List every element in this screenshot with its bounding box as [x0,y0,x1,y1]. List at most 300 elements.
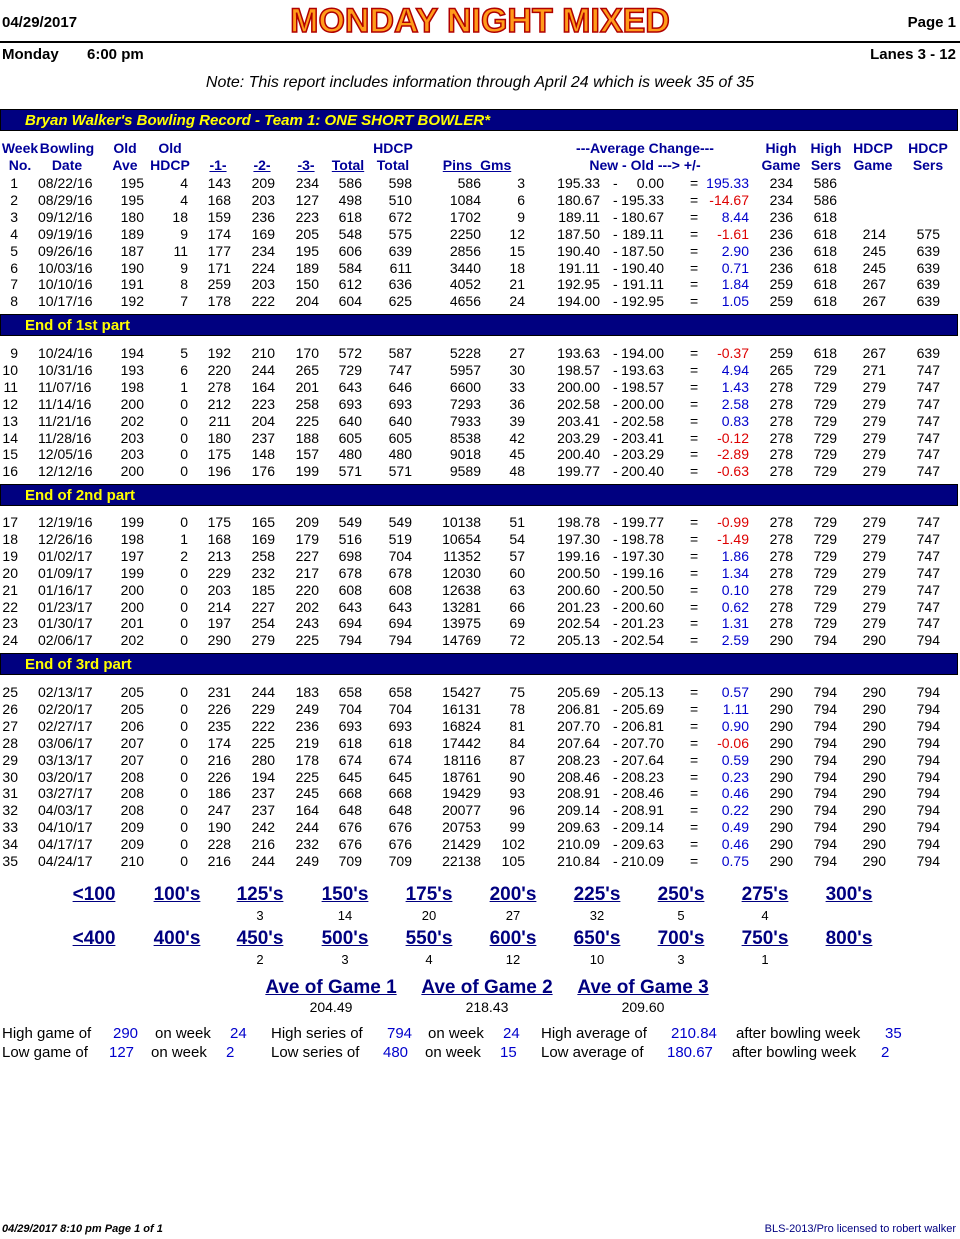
cell-hdcp-series: 747 [916,446,940,463]
cell-date: 11/21/16 [38,412,92,429]
record-title: Bryan Walker's Bowling Record - Team 1: ONE SHORT BOWLER* [25,112,491,129]
cell-game1: 159 [207,208,231,225]
cell-hdcp-total: 668 [388,785,412,802]
cell-high-series: 794 [813,819,837,836]
minus-sign: - [613,581,618,598]
cell-old-ave: 209 [120,836,144,853]
cell-old-ave-change: 201.23 [621,615,664,632]
series-bucket-label: 700's [657,928,705,949]
cell-high-series: 729 [813,547,837,564]
cell-game3: 170 [295,345,319,361]
cell-high-game: 290 [769,632,793,649]
cell-game2: 279 [251,632,275,649]
cell-old-ave-change: 203.29 [621,446,664,463]
cell-pins: 12638 [442,581,481,598]
cell-pins: 5228 [449,345,481,361]
cell-date: 10/17/16 [38,293,93,310]
cell-game1: 278 [207,378,231,395]
cell-old-hdcp: 0 [180,581,188,598]
high-average-week-label: after bowling week [736,1025,861,1042]
cell-new-ave: 198.57 [557,361,600,378]
cell-game1: 228 [207,836,231,853]
cell-game1: 192 [207,345,231,361]
cell-game2: 169 [251,225,275,242]
col-game2: -2- [253,157,271,173]
table-row [0,565,960,582]
cell-hdcp-total: 704 [388,547,412,564]
cell-old-hdcp: 8 [180,276,188,293]
cell-old-ave: 199 [120,564,144,581]
minus-sign: - [613,259,618,276]
cell-diff: 1.31 [721,615,749,632]
cell-high-series: 729 [813,581,837,598]
minus-sign: - [613,429,618,446]
low-average-week-label: after bowling week [732,1044,857,1061]
game-bucket-count: 3 [256,908,264,923]
cell-week: 24 [2,632,18,649]
cell-hdcp-series: 747 [916,547,940,564]
col-avgchange-line2: New - Old ---> +/- [589,157,701,173]
cell-old-ave: 209 [120,819,144,836]
game-bucket-label: 125's [236,884,284,905]
cell-game3: 127 [295,191,319,208]
part-divider-label: End of 1st part [25,317,131,334]
cell-high-game: 278 [769,615,793,632]
cell-old-hdcp: 0 [180,429,188,446]
equals-sign: = [690,632,699,649]
col-week-line2: No. [8,157,32,173]
cell-high-series: 618 [813,242,837,259]
cell-games: 42 [509,429,525,446]
cell-week: 15 [2,446,18,463]
minus-sign: - [613,598,618,615]
cell-game1: 259 [207,276,231,293]
cell-game1: 214 [207,598,231,615]
cell-new-ave: 201.23 [557,598,600,615]
high-game-week-label: on week [155,1025,211,1042]
cell-diff: -1.61 [717,225,749,242]
cell-total: 676 [338,836,362,853]
cell-new-ave: 193.63 [557,345,600,361]
cell-hdcp-game: 279 [862,514,886,530]
cell-old-ave-change: 198.57 [621,378,664,395]
cell-week: 8 [10,293,18,310]
cell-old-ave: 187 [120,242,144,259]
cell-diff: 0.59 [721,751,749,768]
col-hdcpsers-line2: Sers [912,157,944,173]
cell-games: 93 [509,785,525,802]
cell-hdcp-series: 747 [916,463,940,480]
cell-game1: 175 [207,514,231,530]
high-series-value: 794 [387,1025,413,1042]
report-note: Note: This report includes information through April 24 which is week 35 of 35 [205,74,755,91]
cell-date: 02/20/17 [38,700,93,717]
minus-sign: - [613,853,618,869]
table-row [0,209,960,226]
table-row [0,684,960,701]
cell-hdcp-total: 587 [388,345,412,361]
cell-game2: 244 [251,684,275,700]
cell-high-game: 290 [769,819,793,836]
cell-pins: 20077 [442,802,481,819]
cell-game1: 197 [207,615,231,632]
cell-games: 18 [509,259,525,276]
cell-high-game: 290 [769,734,793,751]
cell-high-series: 729 [813,598,837,615]
equals-sign: = [690,768,699,785]
table-row [0,802,960,819]
cell-hdcp-series: 747 [916,378,940,395]
cell-date: 09/26/16 [38,242,93,259]
part-divider-label: End of 3rd part [25,656,132,673]
cell-high-series: 794 [813,717,837,734]
cell-hdcp-game: 279 [862,395,886,412]
cell-total: 586 [338,175,362,191]
cell-game1: 196 [207,463,231,480]
cell-diff: 1.05 [721,293,749,310]
cell-game3: 188 [295,429,319,446]
cell-hdcp-series: 747 [916,395,940,412]
cell-pins: 7933 [449,412,481,429]
cell-total: 645 [338,768,362,785]
cell-game3: 205 [295,225,319,242]
equals-sign: = [690,836,699,853]
cell-new-ave: 200.60 [557,581,600,598]
low-average-week: 2 [881,1044,890,1061]
cell-game3: 195 [295,242,319,259]
cell-diff: 1.84 [721,276,749,293]
series-bucket-label: 800's [825,928,873,949]
cell-total: 643 [338,378,362,395]
minus-sign: - [613,412,618,429]
cell-game3: 150 [295,276,319,293]
cell-high-game: 278 [769,446,793,463]
cell-pins: 7293 [449,395,481,412]
high-game-week: 24 [230,1025,247,1042]
cell-total: 606 [338,242,362,259]
cell-game3: 225 [295,632,319,649]
series-bucket-count: 4 [425,952,433,967]
cell-high-game: 278 [769,378,793,395]
high-series-week-label: on week [428,1025,484,1042]
cell-diff: 2.58 [721,395,749,412]
table-row [0,582,960,599]
cell-pins: 586 [457,175,481,191]
cell-pins: 20753 [442,819,481,836]
cell-games: 102 [501,836,525,853]
cell-games: 75 [509,684,525,700]
cell-game1: 216 [207,751,231,768]
cell-game3: 178 [295,751,319,768]
cell-old-ave-change: 208.91 [621,802,664,819]
league-day: Monday [2,46,59,63]
cell-new-ave: 208.46 [557,768,600,785]
cell-hdcp-series: 794 [916,717,940,734]
table-row [0,853,960,870]
ave-game2-label: Ave of Game 2 [421,977,553,998]
minus-sign: - [613,684,618,700]
cell-hdcp-game: 267 [862,293,886,310]
game-bucket-label: 300's [825,884,873,905]
cell-games: 45 [509,446,525,463]
cell-old-hdcp: 0 [180,768,188,785]
game-bucket-label: 200's [489,884,537,905]
cell-high-series: 794 [813,632,837,649]
cell-week: 14 [2,429,18,446]
cell-hdcp-series: 639 [916,345,940,361]
cell-high-series: 729 [813,395,837,412]
cell-total: 698 [338,547,362,564]
cell-old-hdcp: 0 [180,802,188,819]
cell-hdcp-game: 290 [862,700,886,717]
cell-high-series: 794 [813,768,837,785]
cell-old-ave: 198 [120,378,144,395]
cell-game1: 168 [207,530,231,547]
cell-high-game: 290 [769,700,793,717]
minus-sign: - [613,345,618,361]
cell-hdcp-game: 290 [862,836,886,853]
cell-games: 96 [509,802,525,819]
cell-game1: 231 [207,684,231,700]
ave-game2-value: 218.43 [465,999,509,1015]
cell-high-game: 290 [769,768,793,785]
cell-hdcp-game: 267 [862,276,886,293]
cell-total: 648 [338,802,362,819]
low-series-week-label: on week [425,1044,481,1061]
cell-high-game: 236 [769,259,793,276]
cell-hdcp-game: 290 [862,819,886,836]
cell-total: 704 [338,700,362,717]
series-bucket-label: 400's [153,928,201,949]
cell-old-ave: 195 [120,191,144,208]
cell-high-game: 290 [769,802,793,819]
cell-old-ave: 207 [120,734,144,751]
cell-pins: 2250 [449,225,481,242]
cell-diff: 0.62 [721,598,749,615]
cell-hdcp-series: 794 [916,802,940,819]
cell-hdcp-total: 794 [388,632,412,649]
minus-sign: - [613,276,618,293]
cell-game2: 237 [251,429,275,446]
cell-date: 01/30/17 [38,615,93,632]
cell-pins: 17442 [442,734,481,751]
low-average-value: 180.67 [667,1044,713,1061]
cell-new-ave: 210.84 [557,853,600,869]
low-series-value: 480 [383,1044,409,1061]
cell-high-series: 618 [813,276,837,293]
minus-sign: - [613,564,618,581]
cell-pins: 19429 [442,785,481,802]
series-bucket-label: 750's [741,928,789,949]
col-week-line1: Week [1,140,39,156]
cell-old-ave: 195 [120,175,144,191]
cell-hdcp-game: 245 [862,259,886,276]
cell-old-hdcp: 0 [180,412,188,429]
cell-diff: 8.44 [721,208,749,225]
cell-old-hdcp: 0 [180,684,188,700]
cell-week: 13 [2,412,18,429]
cell-date: 02/06/17 [38,632,93,649]
cell-old-ave: 202 [120,632,144,649]
cell-hdcp-total: 693 [388,717,412,734]
cell-game1: 174 [207,734,231,751]
cell-hdcp-game: 279 [862,547,886,564]
cell-game1: 171 [207,259,231,276]
cell-date: 10/10/16 [38,276,93,293]
col-date-line2: Date [51,157,83,173]
cell-games: 21 [509,276,525,293]
cell-high-series: 618 [813,225,837,242]
cell-old-ave-change: 208.23 [621,768,664,785]
cell-hdcp-total: 636 [388,276,412,293]
equals-sign: = [690,293,699,310]
footer-license: BLS-2013/Pro licensed to robert walker [764,1223,956,1235]
cell-old-hdcp: 0 [180,463,188,480]
cell-hdcp-series: 747 [916,361,940,378]
cell-new-ave: 205.13 [557,632,600,649]
cell-hdcp-series: 794 [916,819,940,836]
cell-hdcp-total: 648 [388,802,412,819]
cell-old-hdcp: 0 [180,632,188,649]
table-row [0,226,960,243]
part-divider-label: End of 2nd part [25,487,135,504]
cell-week: 23 [2,615,18,632]
cell-high-series: 618 [813,208,837,225]
cell-old-ave-change: 200.60 [621,598,664,615]
cell-game1: 174 [207,225,231,242]
cell-new-ave: 203.41 [557,412,600,429]
cell-total: 676 [338,819,362,836]
cell-game3: 201 [295,378,319,395]
cell-game1: 190 [207,819,231,836]
cell-hdcp-total: 643 [388,598,412,615]
cell-game1: 186 [207,785,231,802]
cell-game2: 210 [251,345,275,361]
cell-game1: 220 [207,361,231,378]
cell-high-game: 290 [769,684,793,700]
cell-high-series: 618 [813,293,837,310]
minus-sign: - [613,530,618,547]
cell-diff: 0.83 [721,412,749,429]
minus-sign: - [613,463,618,480]
minus-sign: - [613,802,618,819]
cell-hdcp-total: 676 [388,836,412,853]
cell-game3: 244 [295,819,319,836]
cell-diff: 0.46 [721,836,749,853]
cell-high-series: 586 [813,191,837,208]
cell-game3: 164 [295,802,319,819]
cell-game2: 280 [251,751,275,768]
cell-pins: 5957 [449,361,481,378]
cell-pins: 2856 [449,242,481,259]
cell-hdcp-series: 794 [916,785,940,802]
table-row [0,701,960,718]
cell-date: 01/09/17 [38,564,93,581]
cell-week: 17 [2,514,18,530]
cell-total: 604 [338,293,362,310]
series-bucket-label: <400 [72,928,116,949]
cell-high-series: 794 [813,785,837,802]
cell-high-series: 729 [813,429,837,446]
equals-sign: = [690,446,699,463]
cell-hdcp-total: 608 [388,581,412,598]
cell-hdcp-total: 678 [388,564,412,581]
cell-old-ave: 201 [120,615,144,632]
cell-hdcp-total: 618 [388,734,412,751]
cell-pins: 18116 [443,751,481,768]
cell-hdcp-total: 645 [388,768,412,785]
cell-old-hdcp: 0 [180,395,188,412]
minus-sign: - [613,225,618,242]
cell-total: 693 [338,395,362,412]
col-highsers-line2: Sers [810,157,842,173]
equals-sign: = [690,412,699,429]
table-row [0,396,960,413]
cell-old-ave: 200 [120,395,144,412]
cell-game1: 211 [208,412,231,429]
cell-old-hdcp: 0 [180,836,188,853]
cell-old-ave-change: 208.46 [621,785,664,802]
equals-sign: = [690,259,699,276]
minus-sign: - [613,785,618,802]
table-row [0,175,960,192]
cell-old-hdcp: 9 [180,259,188,276]
cell-date: 09/12/16 [38,208,93,225]
cell-games: 33 [509,378,525,395]
cell-game2: 254 [251,615,275,632]
cell-total: 694 [338,615,362,632]
cell-total: 678 [338,564,362,581]
cell-hdcp-game: 290 [862,853,886,869]
cell-total: 640 [338,412,362,429]
cell-diff: 0.10 [721,581,749,598]
cell-old-ave-change: 189.11 [622,225,664,242]
cell-week: 22 [2,598,18,615]
high-average-value: 210.84 [671,1025,717,1042]
col-highgame-line1: High [765,140,797,156]
cell-date: 11/28/16 [38,429,92,446]
minus-sign: - [613,395,618,412]
col-hdcp-total [368,140,418,174]
cell-game1: 175 [207,446,231,463]
col-highsers-line1: High [810,140,842,156]
cell-old-ave-change: 206.81 [621,717,664,734]
cell-high-game: 278 [769,547,793,564]
cell-high-series: 794 [813,700,837,717]
cell-date: 12/19/16 [38,514,93,530]
cell-date: 09/19/16 [38,225,93,242]
cell-hdcp-game: 290 [862,717,886,734]
cell-games: 57 [509,547,525,564]
equals-sign: = [690,700,699,717]
cell-high-series: 794 [813,734,837,751]
cell-hdcp-game: 279 [862,463,886,480]
equals-sign: = [690,684,699,700]
cell-high-game: 290 [769,836,793,853]
cell-high-series: 794 [813,836,837,853]
cell-game3: 202 [295,598,319,615]
cell-old-hdcp: 0 [180,734,188,751]
col-average-change [536,140,754,174]
cell-new-ave: 199.77 [557,463,600,480]
cell-diff: 0.57 [721,684,749,700]
cell-pins: 9589 [449,463,481,480]
cell-game1: 180 [207,429,231,446]
cell-game2: 237 [251,802,275,819]
cell-hdcp-total: 694 [388,615,412,632]
cell-total: 658 [338,684,362,700]
col-hdcptotal-line2: Total [376,157,410,173]
